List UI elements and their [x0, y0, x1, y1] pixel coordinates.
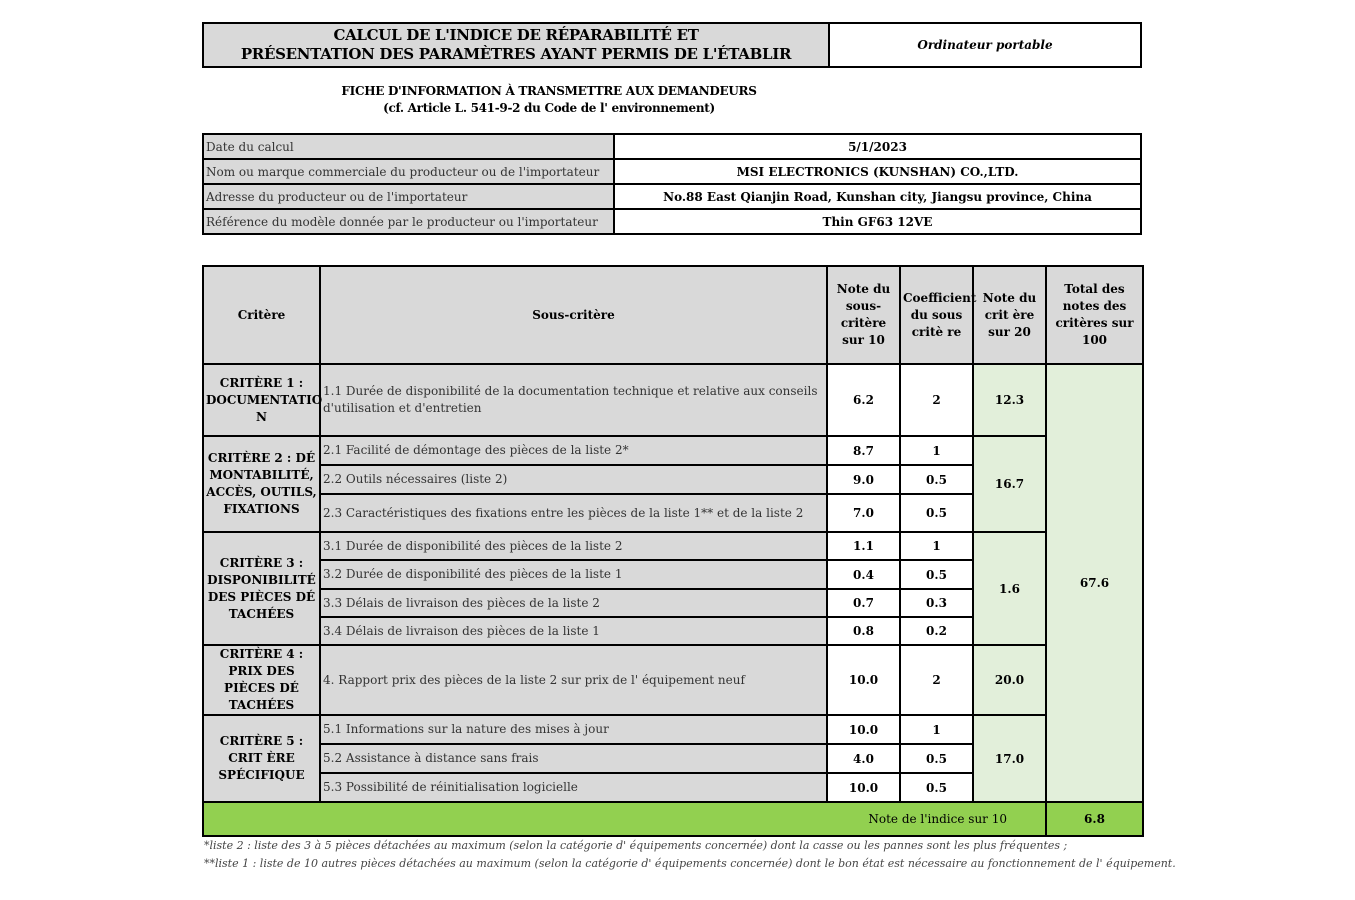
subcriterion-note: 4.0: [827, 744, 900, 773]
subcriterion-note: 8.7: [827, 436, 900, 465]
footnote-liste-1: **liste 1 : liste de 10 autres pièces détachées au maximum (selon la catégorie d' équipements concernée) dont le bon état est nécessaire au fonctionnement de l' équipement.: [204, 857, 1176, 870]
info-label: Référence du modèle donnée par le producteur ou l'importateur: [203, 209, 614, 234]
subcriterion-note: 7.0: [827, 494, 900, 532]
criterion-5-note: 17.0: [973, 715, 1046, 802]
criterion-3-note: 1.6: [973, 532, 1046, 645]
subcriterion-note: 1.1: [827, 532, 900, 560]
info-value: Thin GF63 12VE: [614, 209, 1141, 234]
subcriterion-coef: 1: [900, 532, 973, 560]
criterion-1-name: CRITÈRE 1 : DOCUMENTATIO N: [203, 364, 320, 436]
info-value: 5/1/2023: [614, 134, 1141, 159]
info-value: MSI ELECTRONICS (KUNSHAN) CO.,LTD.: [614, 159, 1141, 184]
info-label: Adresse du producteur ou de l'importateur: [203, 184, 614, 209]
info-label: Nom ou marque commerciale du producteur ou de l'importateur: [203, 159, 614, 184]
subcriterion-coef: 0.2: [900, 617, 973, 645]
subcriterion-coef: 1: [900, 436, 973, 465]
subcriterion-coef: 2: [900, 364, 973, 436]
subcriterion-label: 1.1 Durée de disponibilité de la documentation technique et relative aux conseils d'utilisation et d'entretien: [320, 364, 827, 436]
subcriterion-coef: 0.3: [900, 589, 973, 617]
total-score: 67.6: [1046, 364, 1143, 802]
index-score-label: Note de l'indice sur 10: [203, 802, 1046, 836]
col-header-coefficient: Coefficient du sous critè re: [900, 266, 973, 364]
title-line-2: PRÉSENTATION DES PARAMÈTRES AYANT PERMIS DE L'ÉTABLIR: [240, 45, 792, 63]
subcriterion-coef: 0.5: [900, 560, 973, 589]
footnotes: [204, 837, 1176, 873]
title-line-1: CALCUL DE L'INDICE DE RÉPARABILITÉ ET: [333, 26, 699, 44]
subcriterion-note: 10.0: [827, 645, 900, 715]
subcriterion-label: 5.3 Possibilité de réinitialisation logicielle: [320, 773, 827, 802]
subcriterion-coef: 0.5: [900, 494, 973, 532]
subcriterion-note: 0.8: [827, 617, 900, 645]
subcriterion-label: 3.2 Durée de disponibilité des pièces de la liste 1: [320, 560, 827, 589]
col-header-note-critere: Note du crit ère sur 20: [973, 266, 1046, 364]
info-row: [203, 134, 1141, 159]
product-type: Ordinateur portable: [917, 38, 1053, 52]
subcriterion-coef: 0.5: [900, 744, 973, 773]
info-row: [203, 209, 1141, 234]
index-score-value: 6.8: [1046, 802, 1143, 836]
fiche-line-1: FICHE D'INFORMATION À TRANSMETTRE AUX DEMANDEURS: [341, 84, 757, 98]
info-row: [203, 184, 1141, 209]
subcriterion-note: 10.0: [827, 773, 900, 802]
subcriterion-note: 9.0: [827, 465, 900, 494]
index-score-row: [203, 802, 1143, 836]
subcriterion-label: 5.2 Assistance à distance sans frais: [320, 744, 827, 773]
title-box: [202, 22, 1142, 68]
criterion-2-name: CRITÈRE 2 : DÉ MONTABILITÉ, ACCÈS, OUTILS, FIXATIONS: [203, 436, 320, 532]
table-row: [203, 715, 1143, 744]
info-table: [202, 133, 1142, 235]
table-row: [203, 436, 1143, 465]
col-header-sous-critere: Sous-critère: [320, 266, 827, 364]
subcriterion-label: 2.3 Caractéristiques des fixations entre les pièces de la liste 1** et de la liste 2: [320, 494, 827, 532]
footnote-liste-2: *liste 2 : liste des 3 à 5 pièces détachées au maximum (selon la catégorie d' équipements concernée) dont la casse ou les pannes sont les plus fréquentes ;: [204, 839, 1068, 852]
subcriterion-label: 3.1 Durée de disponibilité des pièces de la liste 2: [320, 532, 827, 560]
subcriterion-coef: 1: [900, 715, 973, 744]
criterion-4-note: 20.0: [973, 645, 1046, 715]
col-header-note-sous-critere: Note du sous-critère sur 10: [827, 266, 900, 364]
subcriterion-label: 2.1 Facilité de démontage des pièces de la liste 2*: [320, 436, 827, 465]
document-title: [204, 24, 830, 66]
col-header-critere: Critère: [203, 266, 320, 364]
subcriterion-note: 10.0: [827, 715, 900, 744]
subcriterion-note: 6.2: [827, 364, 900, 436]
table-row: [203, 645, 1143, 715]
table-row: [203, 532, 1143, 560]
subcriterion-coef: 0.5: [900, 773, 973, 802]
subcriterion-note: 0.4: [827, 560, 900, 589]
info-label: Date du calcul: [203, 134, 614, 159]
fiche-line-2: (cf. Article L. 541-9-2 du Code de l' environnement): [383, 101, 715, 115]
criterion-2-note: 16.7: [973, 436, 1046, 532]
criteria-table: [202, 265, 1144, 837]
criterion-1-note: 12.3: [973, 364, 1046, 436]
subcriterion-label: 2.2 Outils nécessaires (liste 2): [320, 465, 827, 494]
subcriterion-note: 0.7: [827, 589, 900, 617]
info-value: No.88 East Qianjin Road, Kunshan city, Jiangsu province, China: [614, 184, 1141, 209]
col-header-total: Total des notes des critères sur 100: [1046, 266, 1143, 364]
table-row: [203, 364, 1143, 436]
subcriterion-label: 5.1 Informations sur la nature des mises à jour: [320, 715, 827, 744]
subcriterion-label: 4. Rapport prix des pièces de la liste 2 sur prix de l' équipement neuf: [320, 645, 827, 715]
info-row: [203, 159, 1141, 184]
criterion-3-name: CRITÈRE 3 : DISPONIBILITÉ DES PIÈCES DÉ TACHÉES: [203, 532, 320, 645]
table-header-row: [203, 266, 1143, 364]
subcriterion-coef: 0.5: [900, 465, 973, 494]
subcriterion-label: 3.4 Délais de livraison des pièces de la liste 1: [320, 617, 827, 645]
subcriterion-coef: 2: [900, 645, 973, 715]
subcriterion-label: 3.3 Délais de livraison des pièces de la liste 2: [320, 589, 827, 617]
fiche-heading: [202, 83, 896, 117]
criterion-4-name: CRITÈRE 4 : PRIX DES PIÈCES DÉ TACHÉES: [203, 645, 320, 715]
criterion-5-name: CRITÈRE 5 : CRIT ÈRE SPÉCIFIQUE: [203, 715, 320, 802]
